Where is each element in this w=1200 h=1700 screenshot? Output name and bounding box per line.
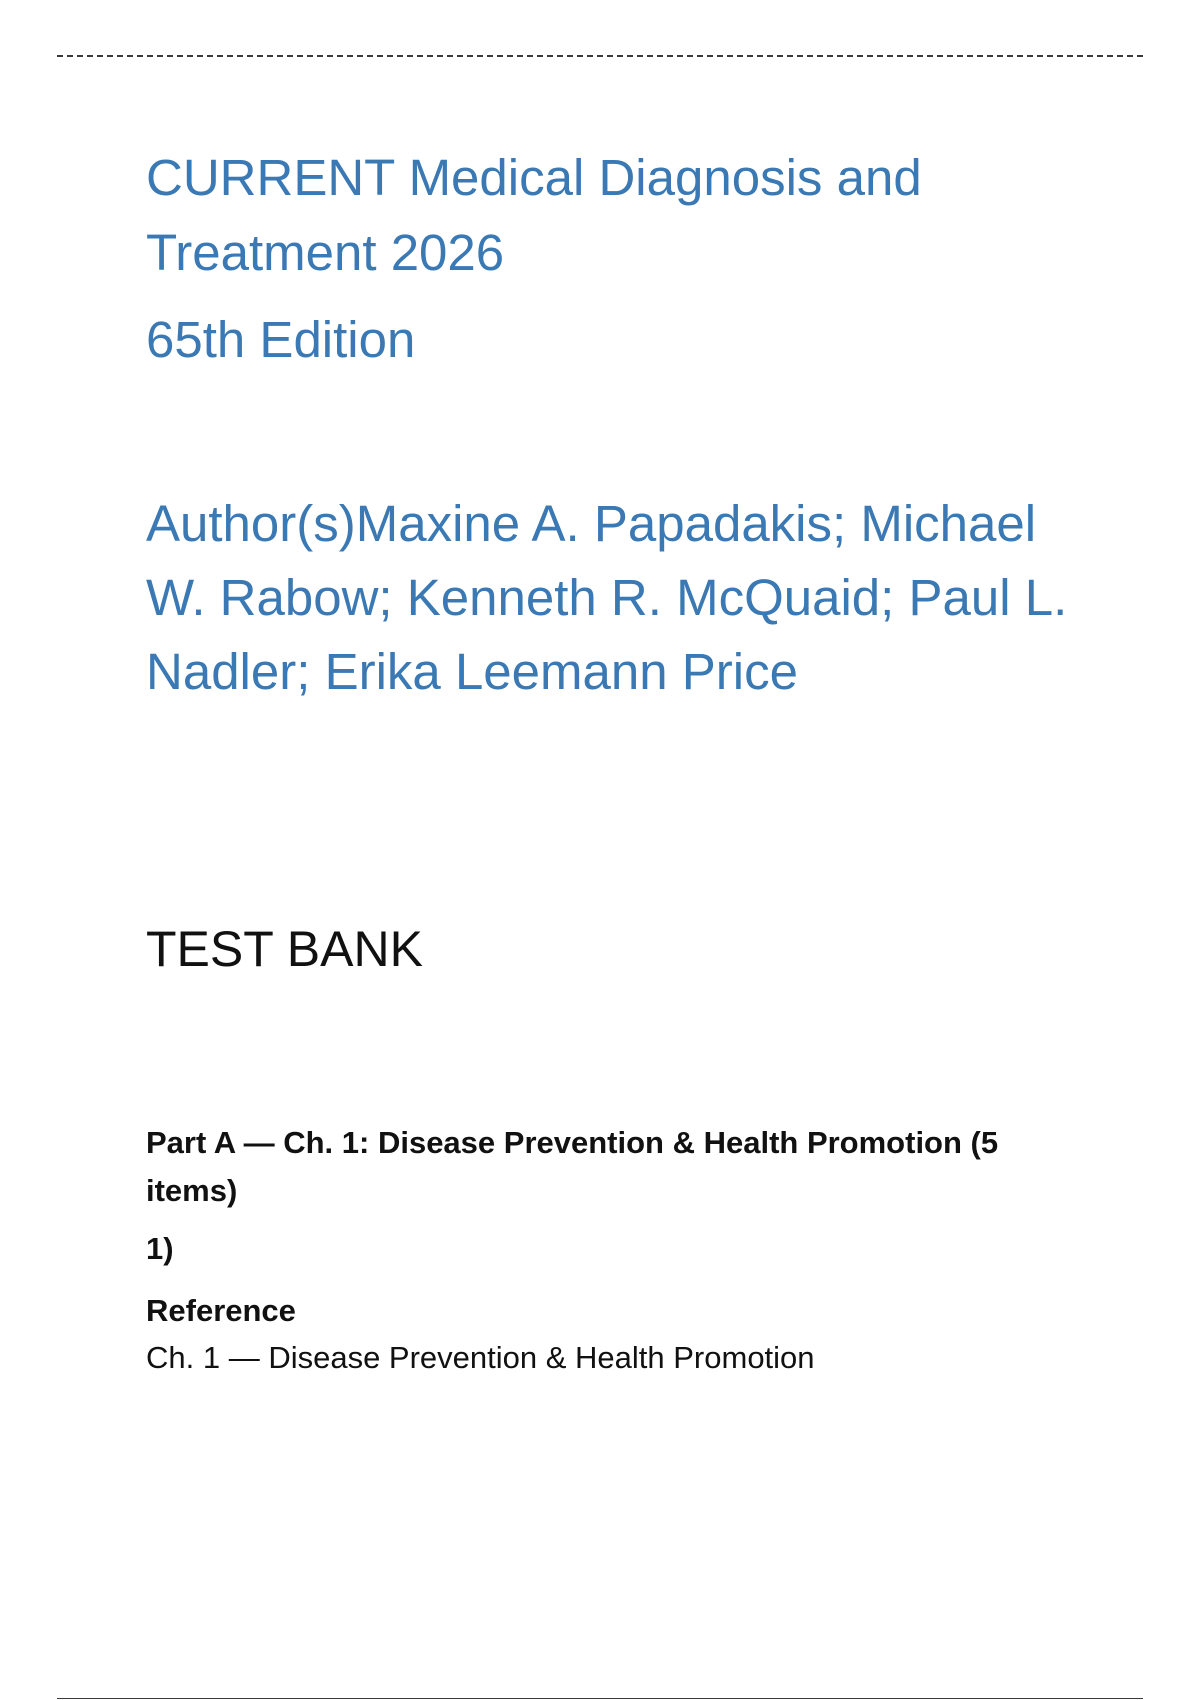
test-bank-heading: TEST BANK	[146, 921, 423, 977]
reference-text: Ch. 1 — Disease Prevention & Health Promotion	[146, 1340, 815, 1375]
book-edition: 65th Edition	[146, 311, 416, 368]
book-title: CURRENT Medical Diagnosis and Treatment 2026	[146, 149, 922, 281]
reference-label: Reference	[146, 1293, 296, 1328]
document-content	[146, 140, 1106, 1379]
part-heading: Part A — Ch. 1: Disease Prevention & Health Promotion (5 items)	[146, 1125, 999, 1208]
bottom-rule	[57, 1698, 1143, 1699]
question-number: 1)	[146, 1231, 174, 1266]
book-authors: Author(s)Maxine A. Papadakis; Michael W. Rabow; Kenneth R. McQuaid; Paul L. Nadler; Erika Leemann Price	[146, 495, 1068, 700]
